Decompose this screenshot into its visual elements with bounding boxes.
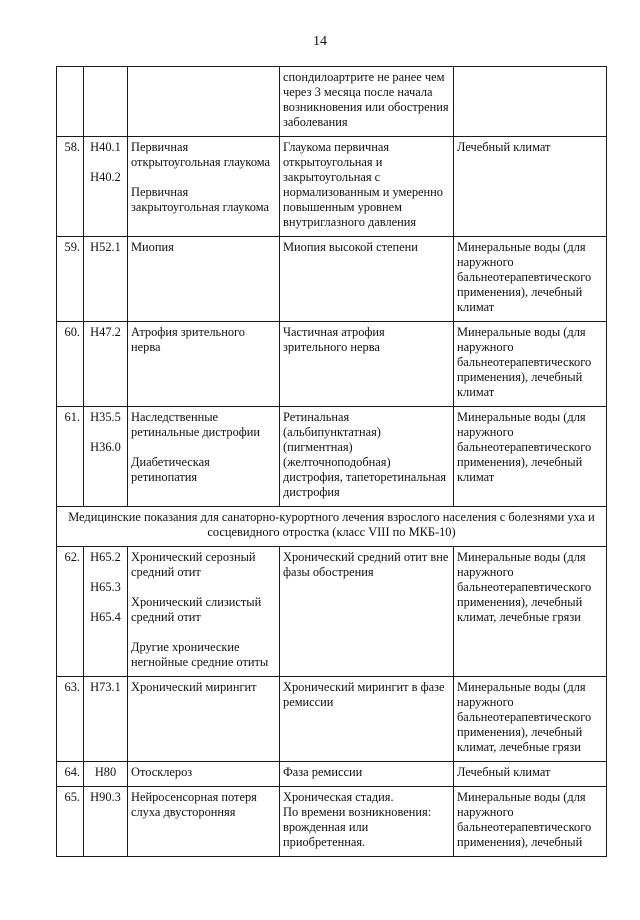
diagnosis-name-cell (128, 677, 280, 762)
indication-description: Хронический средний отит вне фазы обострения (280, 547, 454, 677)
icd-code: H65.2 (90, 550, 121, 564)
row-number: 58. (57, 137, 84, 237)
icd-code-cell (84, 677, 128, 762)
indication-description: Хронический мирингит в фазе ремиссии (280, 677, 454, 762)
table-row (57, 787, 607, 857)
section-header-row (57, 507, 607, 547)
diagnosis-name: Наследственные ретинальные дистрофии (131, 410, 261, 439)
row-number: 59. (57, 237, 84, 322)
icd-code: H40.2 (90, 170, 121, 184)
diagnosis-name: Нейросенсорная потеря слуха двусторонняя (131, 790, 257, 819)
table-row (57, 762, 607, 787)
diagnosis-name: Отосклероз (131, 765, 193, 779)
icd-code-cell (84, 407, 128, 507)
icd-code: H52.1 (90, 240, 121, 254)
diagnosis-name-cell (128, 787, 280, 857)
healing-factors: Лечебный климат (454, 762, 607, 787)
diagnosis-name: Диабетическая ретинопатия (131, 455, 210, 484)
indication-description: Миопия высокой степени (280, 237, 454, 322)
icd-code: H47.2 (90, 325, 121, 339)
diagnosis-name: Хронический мирингит (131, 680, 257, 694)
healing-factors: Минеральные воды (для наружного бальнеотерапевтического применения), лечебный климат (454, 407, 607, 507)
table-row (57, 407, 607, 507)
diagnosis-name-cell (128, 67, 280, 137)
healing-factors: Лечебный климат (454, 137, 607, 237)
indication-description: Ретинальная (альбипунктатная) (пигментная) (желточноподобная) дистрофия, тапеторетинальная дистрофия (280, 407, 454, 507)
indications-table (56, 66, 607, 857)
icd-code: H65.4 (90, 610, 121, 624)
healing-factors: Минеральные воды (для наружного бальнеотерапевтического применения), лечебный климат, лечебные грязи (454, 547, 607, 677)
table-body (57, 67, 607, 857)
diagnosis-name: Другие хронические негнойные средние отиты (131, 640, 269, 669)
icd-code-cell (84, 237, 128, 322)
row-number: 62. (57, 547, 84, 677)
indication-description: Глаукома первичная открытоугольная и закрытоугольная с нормализованным и умеренно повышенным уровнем внутриглазного давления (280, 137, 454, 237)
icd-code-cell (84, 322, 128, 407)
icd-code-cell (84, 137, 128, 237)
section-header: Медицинские показания для санаторно-курортного лечения взрослого населения с болезнями уха и сосцевидного отростка (класс VIII по МКБ-10) (57, 507, 607, 547)
table-row (57, 677, 607, 762)
diagnosis-name-cell (128, 407, 280, 507)
diagnosis-name: Хронический слизистый средний отит (131, 595, 262, 624)
row-number: 60. (57, 322, 84, 407)
indication-description: спондилоартрите не ранее чем через 3 месяца после начала возникновения или обострения заболевания (280, 67, 454, 137)
row-number: 63. (57, 677, 84, 762)
healing-factors: Минеральные воды (для наружного бальнеотерапевтического применения), лечебный (454, 787, 607, 857)
table-row (57, 137, 607, 237)
diagnosis-name: Миопия (131, 240, 174, 254)
icd-code: H40.1 (90, 140, 121, 154)
icd-code: H80 (94, 765, 117, 779)
icd-code: H65.3 (90, 580, 121, 594)
indication-description: Фаза ремиссии (280, 762, 454, 787)
diagnosis-name-cell (128, 137, 280, 237)
icd-code-cell (84, 787, 128, 857)
table-row (57, 322, 607, 407)
row-number (57, 67, 84, 137)
row-number: 65. (57, 787, 84, 857)
icd-code: H36.0 (90, 440, 121, 454)
icd-code-cell (84, 762, 128, 787)
indication-description: Частичная атрофия зрительного нерва (280, 322, 454, 407)
icd-code: H90.3 (90, 790, 121, 804)
table-row (57, 237, 607, 322)
diagnosis-name-cell (128, 322, 280, 407)
healing-factors: Минеральные воды (для наружного бальнеотерапевтического применения), лечебный климат, лечебные грязи (454, 677, 607, 762)
page-number: 14 (313, 34, 327, 49)
diagnosis-name: Первичная открытоугольная глаукома (131, 140, 271, 169)
diagnosis-name-cell (128, 237, 280, 322)
diagnosis-name: Атрофия зрительного нерва (131, 325, 246, 354)
diagnosis-name-cell (128, 547, 280, 677)
icd-code-cell (84, 67, 128, 137)
table-row (57, 547, 607, 677)
diagnosis-name-cell (128, 762, 280, 787)
row-number: 61. (57, 407, 84, 507)
indication-description: Хроническая стадия. По времени возникновения: врожденная или приобретенная. (280, 787, 454, 857)
healing-factors (454, 67, 607, 137)
table-row (57, 67, 607, 137)
icd-code: H73.1 (90, 680, 121, 694)
diagnosis-name: Первичная закрытоугольная глаукома (131, 185, 269, 214)
healing-factors: Минеральные воды (для наружного бальнеотерапевтического применения), лечебный климат (454, 237, 607, 322)
icd-code: H35.5 (90, 410, 121, 424)
diagnosis-name: Хронический серозный средний отит (131, 550, 256, 579)
row-number: 64. (57, 762, 84, 787)
icd-code-cell (84, 547, 128, 677)
healing-factors: Минеральные воды (для наружного бальнеотерапевтического применения), лечебный климат (454, 322, 607, 407)
